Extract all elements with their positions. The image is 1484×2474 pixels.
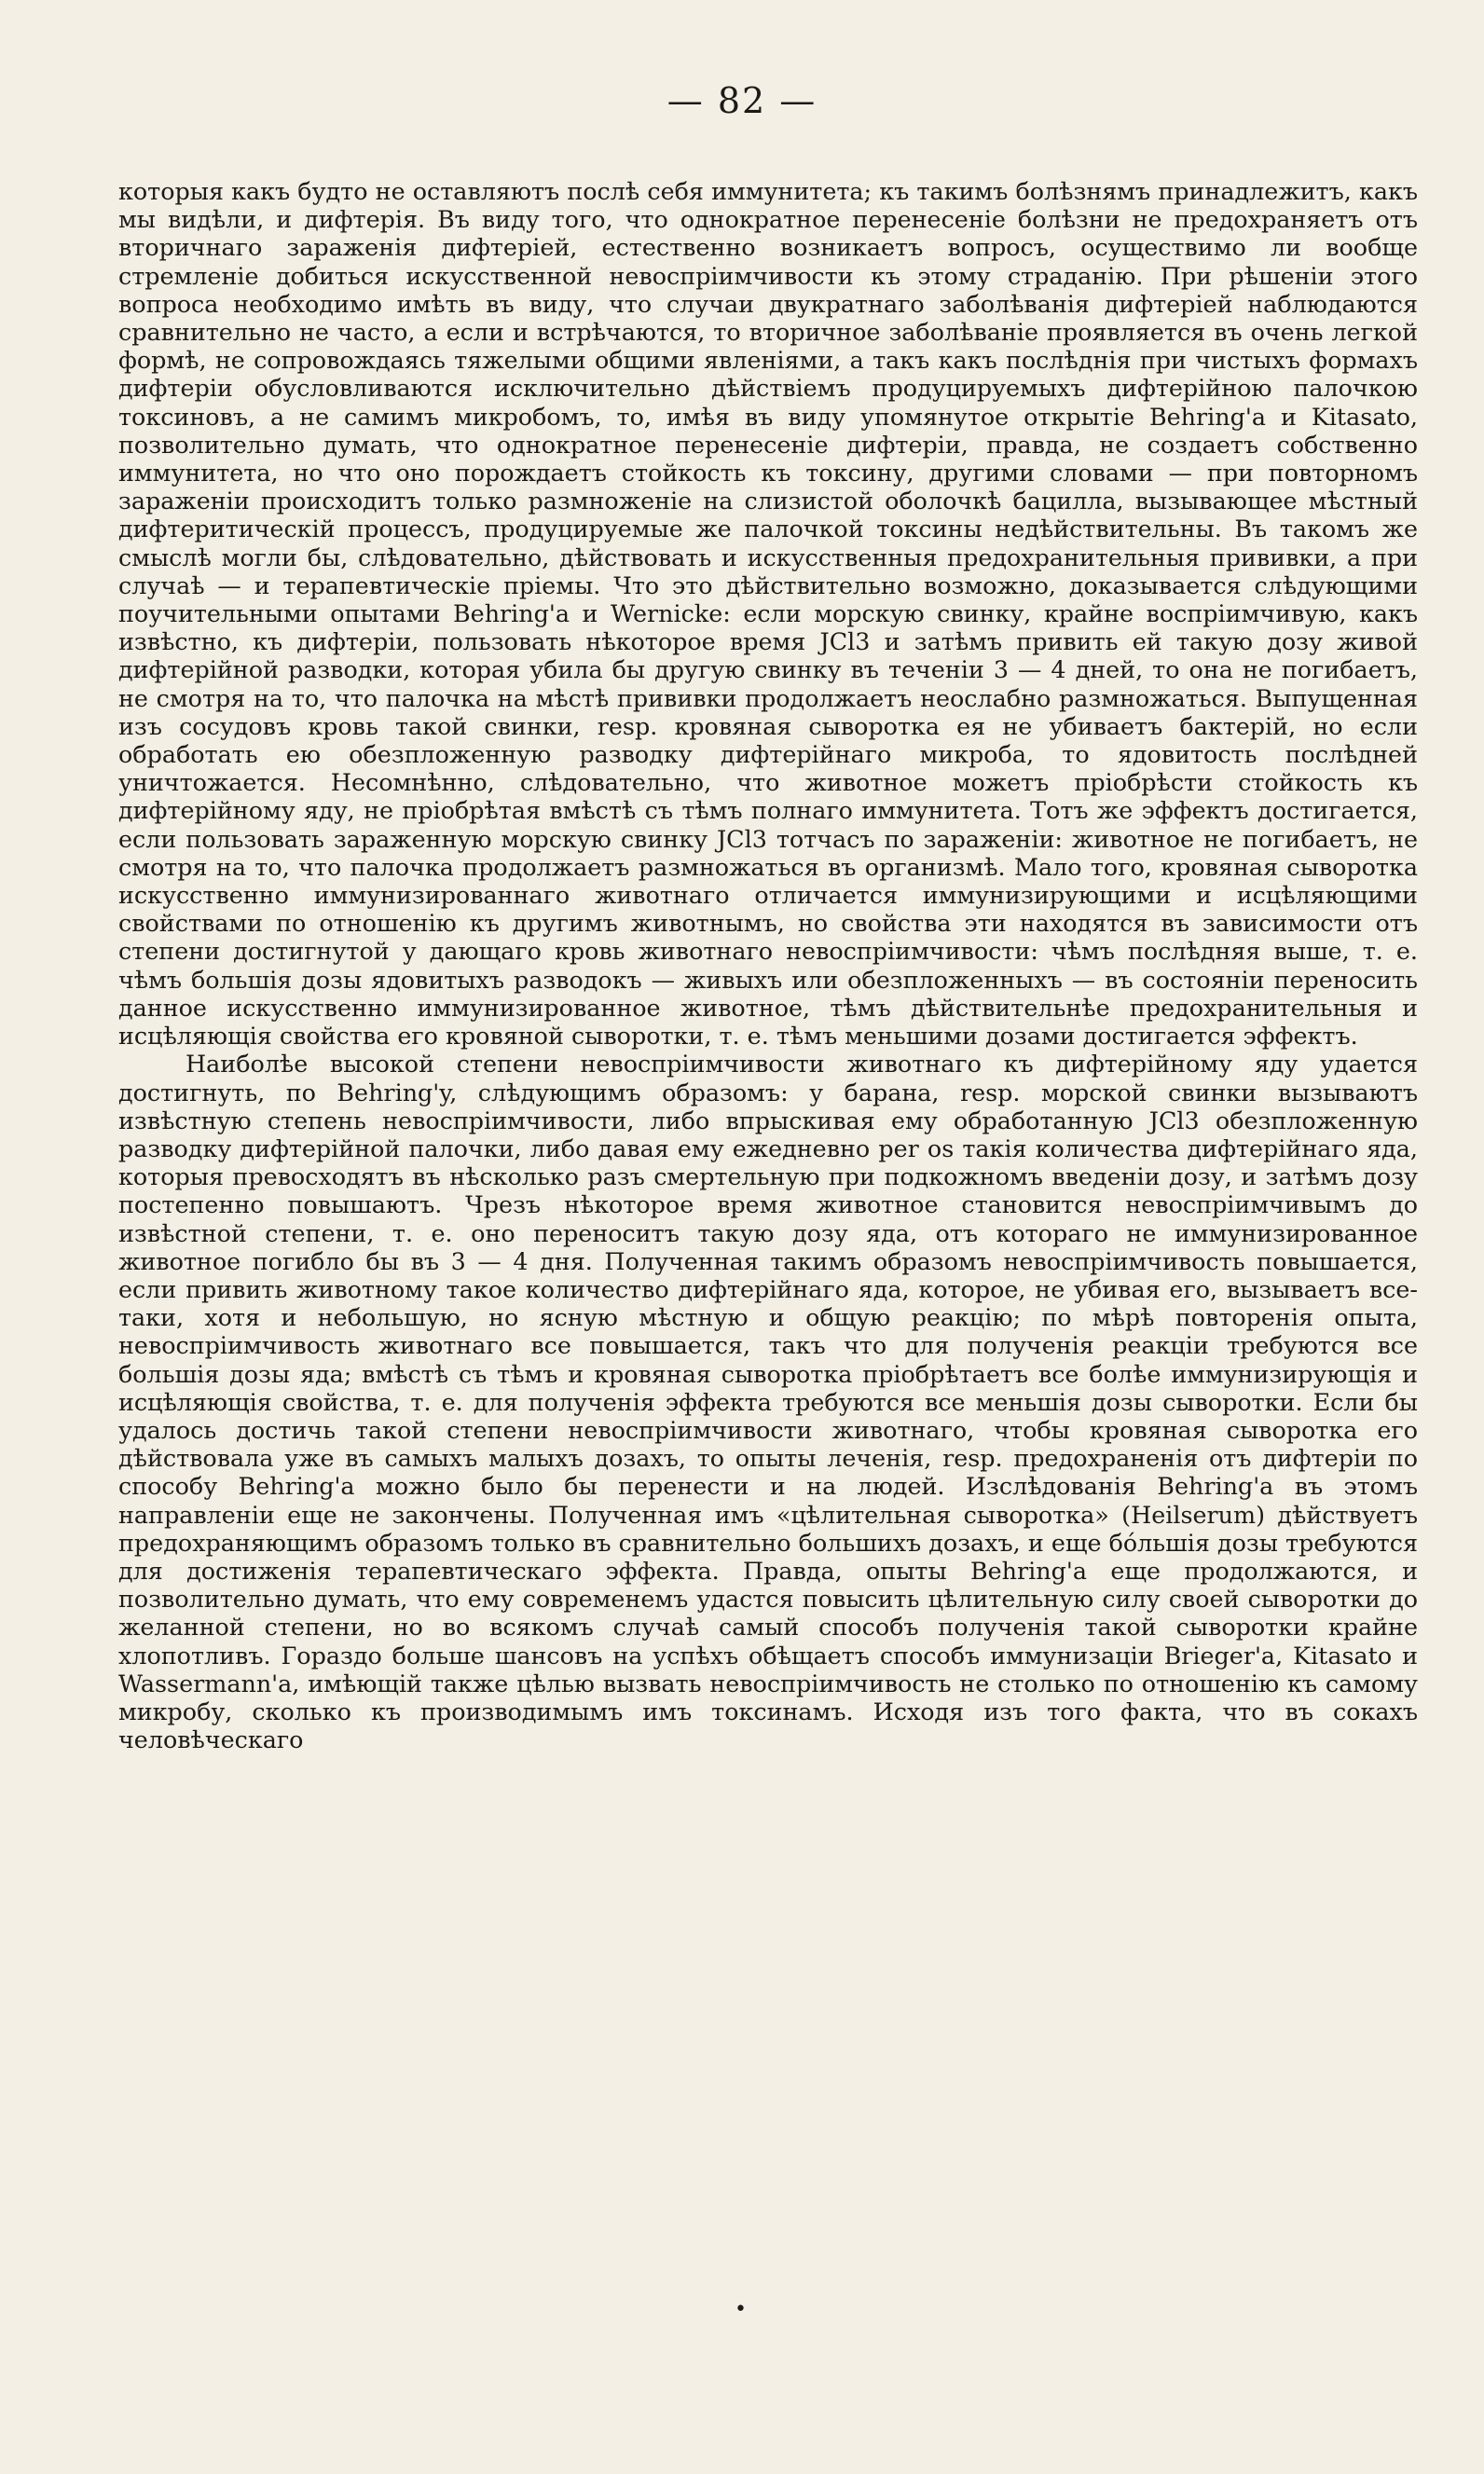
page-number: — 82 — — [666, 80, 818, 121]
paragraph-2: Наиболѣе высокой степени невоспріимчивости животнаго къ дифтерійному яду удается достигнуть, по Behring'y, слѣдующимъ образомъ: у барана, resp. морской свинки вызываютъ извѣстную степень невоспріимчивости, либо впрыскивая ему обработанную JCl3 обезпложенную разводку дифтерійной палочки, либо давая ему ежедневно per os такія количества дифтерійнаго яда, которыя превосходятъ въ нѣсколько разъ смертельную при подкожномъ введеніи дозу, и затѣмъ дозу постепенно повышаютъ. Чрезъ нѣкоторое время животное становится невоспріимчивымъ до извѣстной степени, т. е. оно переноситъ такую дозу яда, отъ котораго не иммунизированное животное погибло бы въ 3 — 4 дня. Полученная такимъ образомъ невоспріимчивость повышается, если привить животному такое количество дифтерійнаго яда, которое, не убивая его, вызываетъ все-таки, хотя и небольшую, но ясную мѣстную и общую реакцію; по мѣрѣ повторенія опыта, невоспріимчивость животнаго все повышается, такъ что для полученія реакціи требуются все большія дозы яда; вмѣстѣ съ тѣмъ и кровяная сыворотка пріобрѣтаетъ все болѣе иммунизирующія и исцѣляющія свойства, т. е. для полученія эффекта требуются все меньшія дозы сыворотки. Если бы удалось достичь такой степени невоспріимчивости животнаго, чтобы кровяная сыворотка его дѣйствовала уже въ самыхъ малыхъ дозахъ, то опыты леченія, resp. предохраненія отъ дифтеріи по способу Behring'a можно было бы перенести и на людей. Изслѣдованія Behring'a въ этомъ направленіи еще не закончены. Полученная имъ «цѣлительная сыворотка» (Heilserum) дѣйствуетъ предохраняющимъ образомъ только въ сравнительно большихъ дозахъ, и еще бóльшія дозы требуются для достиженія терапевтическаго эффекта. Правда, опыты Behring'a еще продолжаются, и позволительно думать, что ему современемъ удастся повысить цѣлительную силу своей сыворотки до желанной степени, но во всякомъ случаѣ самый способъ полученія такой сыворотки крайне хлопотливъ. Гораздо больше шансовъ на успѣхъ обѣщаетъ способъ иммунизаціи Brieger'a, Kitasato и Wassermann'a, имѣющій также цѣлью вызвать невоспріимчивость не столько по отношенію къ самому микробу, сколько къ производимымъ имъ токсинамъ. Исходя изъ того факта, что въ сокахъ человѣческаго — [118, 1050, 1418, 1754]
bottom-mark: • — [735, 2298, 747, 2321]
paragraph-1: которыя какъ будто не оставляютъ послѣ себя иммунитета; къ такимъ болѣзнямъ принадлежитъ, какъ мы видѣли, и дифтерія. Въ виду того, что однократное перенесеніе болѣзни не предохраняетъ отъ вторичнаго зараженія дифтеріей, естественно возникаетъ вопросъ, осуществимо ли вообще стремленіе добиться искусственной невоспріимчивости къ этому страданію. При рѣшеніи этого вопроса необходимо имѣть въ виду, что случаи двукратнаго заболѣванія дифтеріей наблюдаются сравнительно не часто, а если и встрѣчаются, то вторичное заболѣваніе проявляется въ очень легкой формѣ, не сопровождаясь тяжелыми общими явленіями, а такъ какъ послѣднія при чистыхъ формахъ дифтеріи обусловливаются исключительно дѣйствіемъ продуцируемыхъ дифтерійною палочкою токсиновъ, а не самимъ микробомъ, то, имѣя въ виду упомянутое открытіе Behring'a и Kitasato, позволительно думать, что однократное перенесеніе дифтеріи, правда, не создаетъ собственно иммунитета, но что оно порождаетъ стойкость къ токсину, другими словами — при повторномъ зараженіи происходитъ только размноженіе на слизистой оболочкѣ бацилла, вызывающее мѣстный дифтеритическій процессъ, продуцируемые же палочкой токсины недѣйствительны. Въ такомъ же смыслѣ могли бы, слѣдовательно, дѣйствовать и искусственныя предохранительныя прививки, а при случаѣ — и терапевтическіе пріемы. Что это дѣйствительно возможно, доказывается слѣдующими поучительными опытами Behring'a и Wernicke: если морскую свинку, крайне воспріимчивую, какъ извѣстно, къ дифтеріи, пользовать нѣкоторое время JCl3 и затѣмъ привить ей такую дозу живой дифтерійной разводки, которая убила бы другую свинку въ теченіи 3 — 4 дней, то она не погибаетъ, не смотря на то, что палочка на мѣстѣ прививки продолжаетъ неослабно размножаться. Выпущенная изъ сосудовъ кровь такой свинки, resp. кровяная сыворотка ея не убиваетъ бактерій, но если обработать ею обезпложенную разводку дифтерійнаго микроба, то ядовитость послѣдней уничтожается. Несомнѣнно, слѣдовательно, что животное можетъ пріобрѣсти стойкость къ дифтерійному яду, не пріобрѣтая вмѣстѣ съ тѣмъ полнаго иммунитета. Тотъ же эффектъ достигается, если пользовать зараженную морскую свинку JCl3 тотчасъ по зараженіи: животное не погибаетъ, не смотря на то, что палочка продолжаетъ размножаться въ организмѣ. Мало того, кровяная сыворотка искусственно иммунизированнаго животнаго отличается иммунизирующими и исцѣляющими свойствами по отношенію къ другимъ животнымъ, но свойства эти находятся въ зависимости отъ степени достигнутой у дающаго кровь животнаго невоспріимчивости: чѣмъ послѣдняя выше, т. е. чѣмъ большія дозы ядовитыхъ разводокъ — живыхъ или обезпложенныхъ — въ состояніи переносить данное искусственно иммунизированное животное, тѣмъ дѣйствительнѣе предохранительныя и исцѣляющія свойства его кровяной сыворотки, т. е. тѣмъ меньшими дозами достигается эффектъ. — [118, 177, 1418, 1051]
body-text — [118, 177, 1418, 1753]
